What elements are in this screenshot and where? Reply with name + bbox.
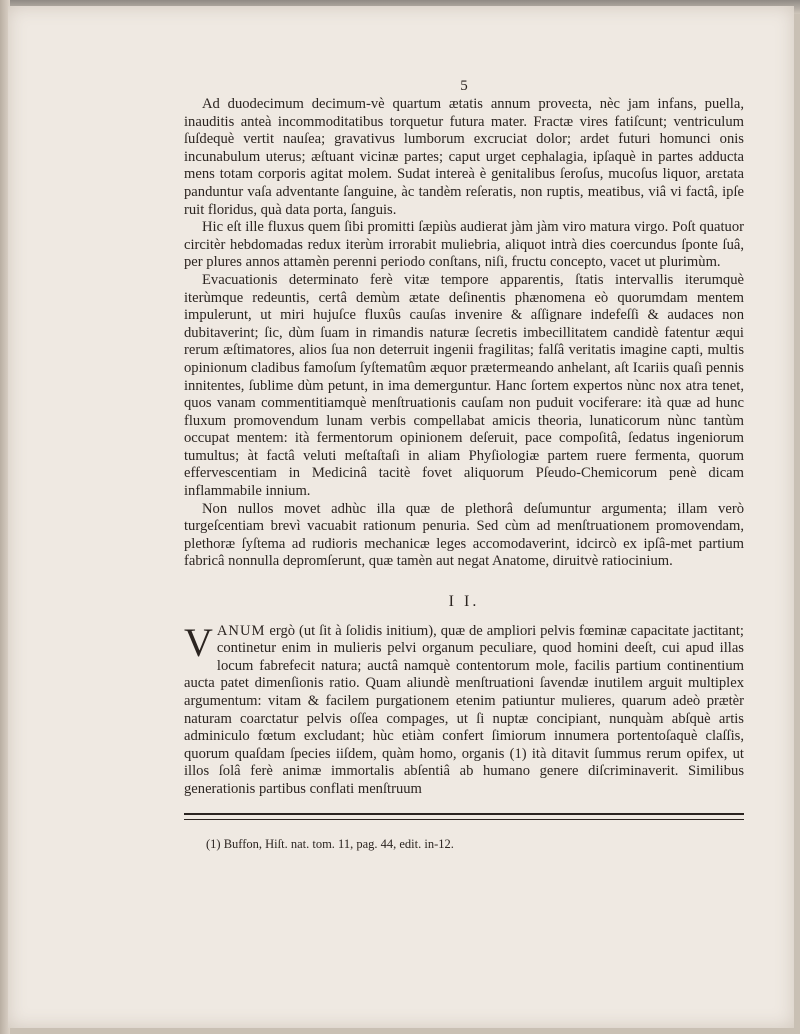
footnote-rule [184,813,744,820]
book-page [8,6,794,1028]
section-paragraph [184,619,744,799]
paragraph-4: Non nullos movet adhùc illa quæ de plethorâ deſumuntur argumenta; illam verò turgeſcentiam brevì vacuabit rationum penuria. Sed cùm ad menſtruationem promovendam, plethoræ ſyſtema ad rudioris mechanicæ leges accomodaverint, idcircò ex ipſâ-met partium fabricâ nonnulla depromſerunt, quæ tamèn aut negat Anatome, diruitvè ratiocinium. [184,500,744,570]
footnote: (1) Buffon, Hiſt. nat. tom. 11, pag. 44, edit. in-12. [206,836,454,851]
section-heading: I I. [448,593,480,611]
section-lead-word: ANUM [216,622,266,639]
paragraph-1: Ad duodecimum decimum-vè quartum ætatis annum proveɛta, nèc jam infans, puella, inauditis anteà incommoditatibus torquetur futura mater. Fractæ vires fatiſcunt; ventriculum ſuſdequè vertit nauſea; gravativus lumborum excruciat dolor; ardet futuri homunci onis incunabulum uterus; æſtuant vicinæ partes; caput urget cephalagia, ipſaquè in partes adducta mens totam corporis agitat molem. Sudat intereà è genitalibus ſeroſus, mucoſus liquor, arɛtata panduntur vaſa adventante ſanguine, àc tandèm reſeratis, non ruptis, meatibus, viâ vi factâ, ipſe ruit floridus, quà data porta, ſanguis. [184,96,744,218]
page-text [184,78,744,853]
drop-cap: V [184,619,213,665]
paragraph-3: Evacuationis determinato ferè vitæ tempore apparentis, ſtatis intervallis iterumquè iterùmque redeuntis, certâ demùm ætate deſinentis phænomena eò quorumdam mentem impulerunt, ut miri hujuſce fluxûs cauſas invenire & aſſignare indefeſſi & audaces non dubitaverint; ſic, dùm ſuam in rimandis naturæ ſecretis imbecillitatem candidè fatentur æqui rerum æſtimatores, alios ſua non deterruit ingenii fragilitas; falſâ veritatis imagine capti, multis opinionum cladibus famoſum ſyſtematûm æquor prætermeando anhelant, aſt Icariis quaſi pennis innitentes, ſublime dùm petunt, in ima demerguntur. Hanc ſortem expertos nùnc nox atra tenet, quos vanam commentitiamquè menſtruationis cauſam non puduit vociferare: ità quæ ad hunc fluxum promovendum lunam verbis compellabat amicis theoria, lunaticorum nùnc tantùm occupat mentem: ità fermentorum opinionem deſeruit, pace compoſitâ, ſedatus ingeniorum tumultus; àt factâ veluti meſtaſtaſi in aliam Phyſiologiæ partem ruere fermenta, quorum effervescentiam in Medicinâ tacitè fovet aliquorum Pſeudo-Chemicorum penè dicam inflammabile innium. [184,271,744,500]
section-body: ergò (ut ſit à ſolidis initium), quæ de ampliori pelvis fœminæ capacitate jactitant; continetur enim in mulieris pelvi organum peculiare, quod homini deeſt, cui apud illas locum fabrefecit natura; auctâ namquè contentorum mole, facilis partium continentium aucta patet dimenſionis ratio. Quam aliundè menſtruationi ſavendæ inutilem arguit multiplex argumentum: vitam & facilem purgationem etenim patiuntur mulieres, quarum adeò prætèr naturam coarctatur pelvis oſſea compages, ut ſi nuptæ concipiant, nunquàm abſquè artis adminiculo fœtum excludant; hùc etiàm confert ſimiorum innumera portentoſaquè claſſis, quorum quaſdam ſpecies iiſdem, quàm homo, organis (1) ità ditavit ſummus rerum opifex, ut illos ſolâ ferè animæ immortalis abſentiâ ab humano genere diſcriminaverit. Similibus generationis partibus conflati menſtruum [184,622,744,797]
paragraph-2: Hic eſt ille fluxus quem ſibi promitti ſæpiùs audierat jàm jàm viro matura virgo. Poſt quatuor circitèr hebdomadas redux iterùm irrorabit muliebria, aliquot intrà dies coercundus ſponte ſuâ, per plures annos attamèn perenni periodo conſtans, niſi, fructu concepto, vacet ut plurimùm. [184,219,744,271]
page-number: 5 [460,78,468,94]
